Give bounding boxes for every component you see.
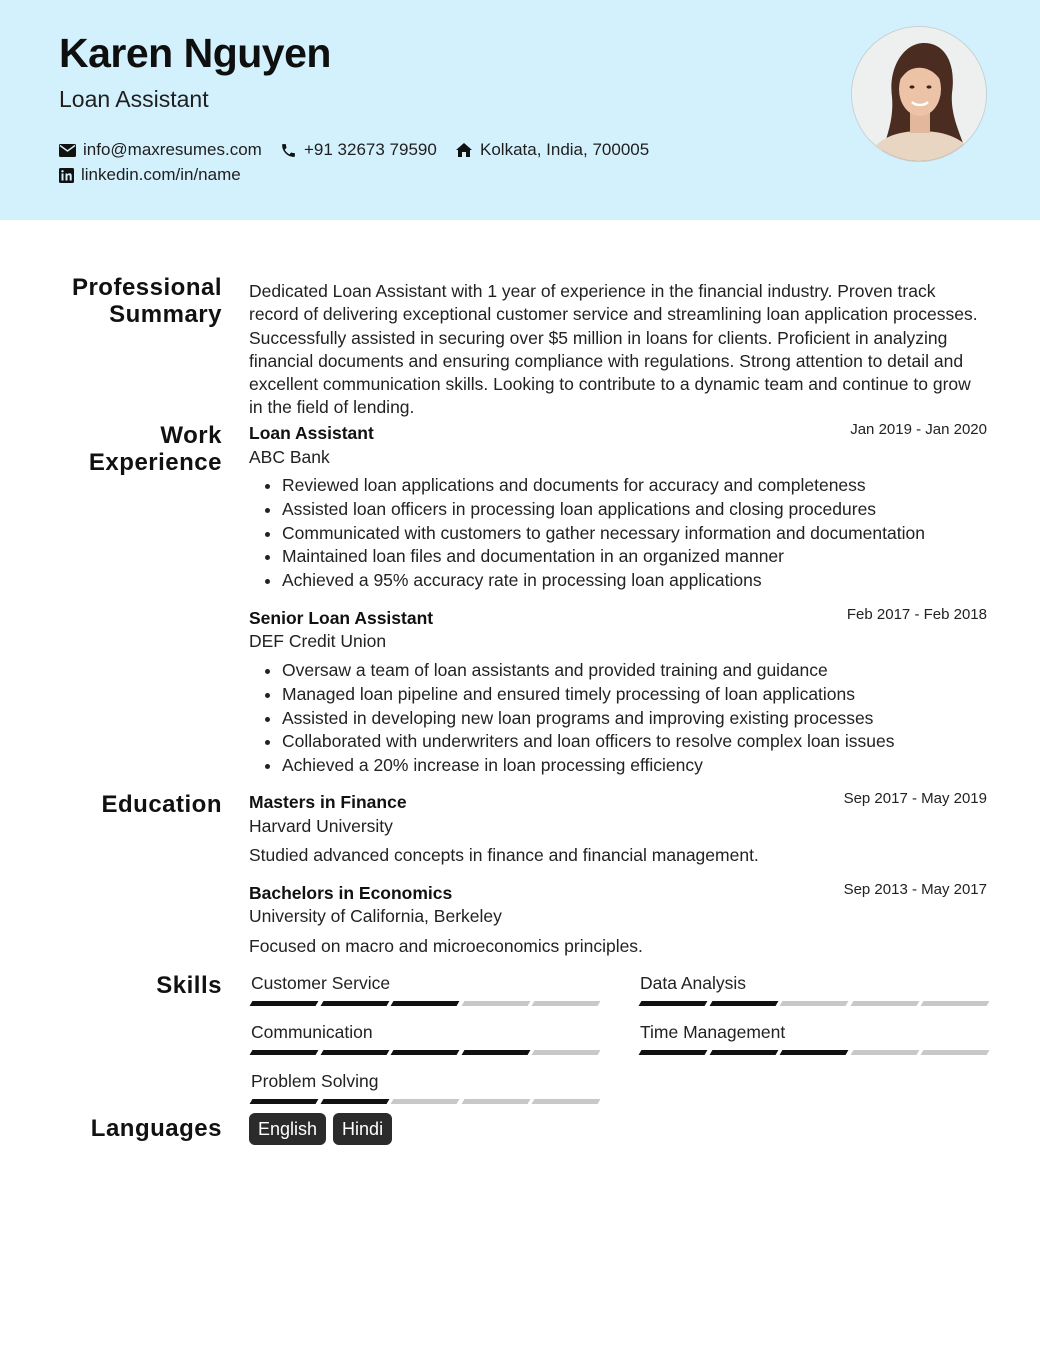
job-bullet: • Communicated with customers to gather necessary information and documentation bbox=[282, 522, 1002, 546]
skill-segment-empty bbox=[532, 1050, 600, 1055]
job-company: ABC Bank bbox=[249, 447, 330, 467]
job-bullet: • Maintained loan files and documentation in an organized manner bbox=[282, 545, 1002, 569]
skill-item bbox=[251, 1071, 599, 1104]
phone-icon bbox=[280, 142, 297, 159]
job-bullet: • Assisted loan officers in processing loan applications and closing procedures bbox=[282, 498, 1002, 522]
skill-level-bar bbox=[251, 1099, 599, 1104]
skill-segment-filled bbox=[639, 1050, 707, 1055]
summary-text: Dedicated Loan Assistant with 1 year of experience in the financial industry. Proven track record of delivering exceptional customer service and streamlining loan application processes. Successfully assisted in securing over $5 million in loans for clients. Proficient in analyzing financial documents and ensuring compliance with regulations. Strong attention to detail and excellent communication skills. Looking to contribute to a dynamic team and continue to grow in the field of lending. bbox=[249, 281, 978, 418]
work-section-title: Work Experience bbox=[88, 422, 222, 476]
degree-dates: Sep 2017 - May 2019 bbox=[843, 790, 987, 807]
linkedin-text: linkedin.com/in/name bbox=[81, 165, 241, 184]
skill-segment-empty bbox=[461, 1001, 529, 1006]
languages-list bbox=[249, 1113, 392, 1145]
job-title: Loan Assistant bbox=[249, 423, 374, 443]
candidate-name: Karen Nguyen bbox=[59, 30, 331, 76]
education-section-title: Education bbox=[101, 791, 222, 818]
linkedin-icon bbox=[59, 168, 74, 183]
phone-text: +91 32673 79590 bbox=[304, 140, 437, 159]
skill-name: Time Management bbox=[640, 1022, 786, 1042]
degree-description: Focused on macro and microeconomics principles. bbox=[249, 936, 643, 956]
job-company: DEF Credit Union bbox=[249, 631, 387, 651]
skill-segment-filled bbox=[320, 1001, 388, 1006]
skill-item bbox=[640, 1022, 988, 1055]
contact-phone[interactable] bbox=[280, 140, 437, 160]
skill-name: Customer Service bbox=[251, 973, 391, 993]
skill-segment-filled bbox=[709, 1050, 777, 1055]
job-bullet: • Achieved a 95% accuracy rate in processing loan applications bbox=[282, 569, 1002, 593]
summary-section-title: Professional Summary bbox=[71, 274, 222, 328]
skills-section-title: Skills bbox=[156, 972, 222, 999]
skill-segment-filled bbox=[250, 1050, 318, 1055]
skill-segment-filled bbox=[391, 1001, 459, 1006]
skill-segment-empty bbox=[532, 1099, 600, 1104]
skill-segment-filled bbox=[250, 1001, 318, 1006]
skill-level-bar bbox=[251, 1001, 599, 1006]
job-dates: Jan 2019 - Jan 2020 bbox=[850, 421, 987, 438]
contact-linkedin[interactable] bbox=[59, 165, 241, 185]
candidate-title: Loan Assistant bbox=[59, 86, 209, 112]
job-bullet: • Reviewed loan applications and documents for accuracy and completeness bbox=[282, 474, 1002, 498]
profile-photo bbox=[851, 26, 987, 162]
school-name: University of California, Berkeley bbox=[249, 906, 502, 926]
degree-title: Masters in Finance bbox=[249, 792, 407, 812]
job-bullet: • Achieved a 20% increase in loan processing efficiency bbox=[282, 754, 1002, 778]
envelope-icon bbox=[59, 144, 76, 157]
skill-item bbox=[251, 973, 599, 1006]
job-dates: Feb 2017 - Feb 2018 bbox=[846, 606, 987, 623]
skill-segment-empty bbox=[532, 1001, 600, 1006]
skill-segment-empty bbox=[850, 1050, 918, 1055]
skill-level-bar bbox=[251, 1050, 599, 1055]
degree-description: Studied advanced concepts in finance and financial management. bbox=[249, 845, 759, 865]
skill-name: Problem Solving bbox=[251, 1071, 379, 1091]
skill-segment-filled bbox=[391, 1050, 459, 1055]
contact-email[interactable] bbox=[59, 140, 262, 160]
skill-level-bar bbox=[640, 1001, 988, 1006]
skill-segment-filled bbox=[639, 1001, 707, 1006]
job-bullet: • Assisted in developing new loan programs and improving existing processes bbox=[282, 707, 1002, 731]
skill-segment-empty bbox=[921, 1050, 989, 1055]
skill-item bbox=[251, 1022, 599, 1055]
job-title: Senior Loan Assistant bbox=[249, 608, 434, 628]
skill-segment-empty bbox=[921, 1001, 989, 1006]
school-name: Harvard University bbox=[249, 816, 393, 836]
job-bullets bbox=[264, 659, 1002, 778]
location-text: Kolkata, India, 700005 bbox=[480, 140, 650, 159]
degree-dates: Sep 2013 - May 2017 bbox=[843, 881, 987, 898]
job-bullet: • Managed loan pipeline and ensured timely processing of loan applications bbox=[282, 683, 1002, 707]
skill-segment-filled bbox=[320, 1099, 388, 1104]
skill-item bbox=[640, 973, 988, 1006]
language-badge: English bbox=[249, 1113, 326, 1145]
languages-section-title: Languages bbox=[90, 1115, 222, 1142]
skill-segment-filled bbox=[320, 1050, 388, 1055]
email-text: info@maxresumes.com bbox=[83, 140, 262, 159]
skill-segment-filled bbox=[709, 1001, 777, 1006]
job-bullet: • Oversaw a team of loan assistants and provided training and guidance bbox=[282, 659, 1002, 683]
skill-segment-empty bbox=[461, 1099, 529, 1104]
skill-segment-empty bbox=[850, 1001, 918, 1006]
language-badge: Hindi bbox=[333, 1113, 392, 1145]
contact-location bbox=[455, 140, 649, 160]
job-bullets bbox=[264, 474, 1002, 593]
degree-title: Bachelors in Economics bbox=[249, 883, 453, 903]
job-bullet: • Collaborated with underwriters and loan officers to resolve complex loan issues bbox=[282, 730, 1002, 754]
skill-name: Data Analysis bbox=[640, 973, 747, 993]
resume-header bbox=[0, 0, 1040, 220]
skill-segment-filled bbox=[461, 1050, 529, 1055]
home-icon bbox=[455, 142, 473, 158]
skill-level-bar bbox=[640, 1050, 988, 1055]
skill-segment-empty bbox=[780, 1001, 848, 1006]
skill-segment-filled bbox=[250, 1099, 318, 1104]
skill-segment-filled bbox=[780, 1050, 848, 1055]
skill-segment-empty bbox=[391, 1099, 459, 1104]
skill-name: Communication bbox=[251, 1022, 373, 1042]
